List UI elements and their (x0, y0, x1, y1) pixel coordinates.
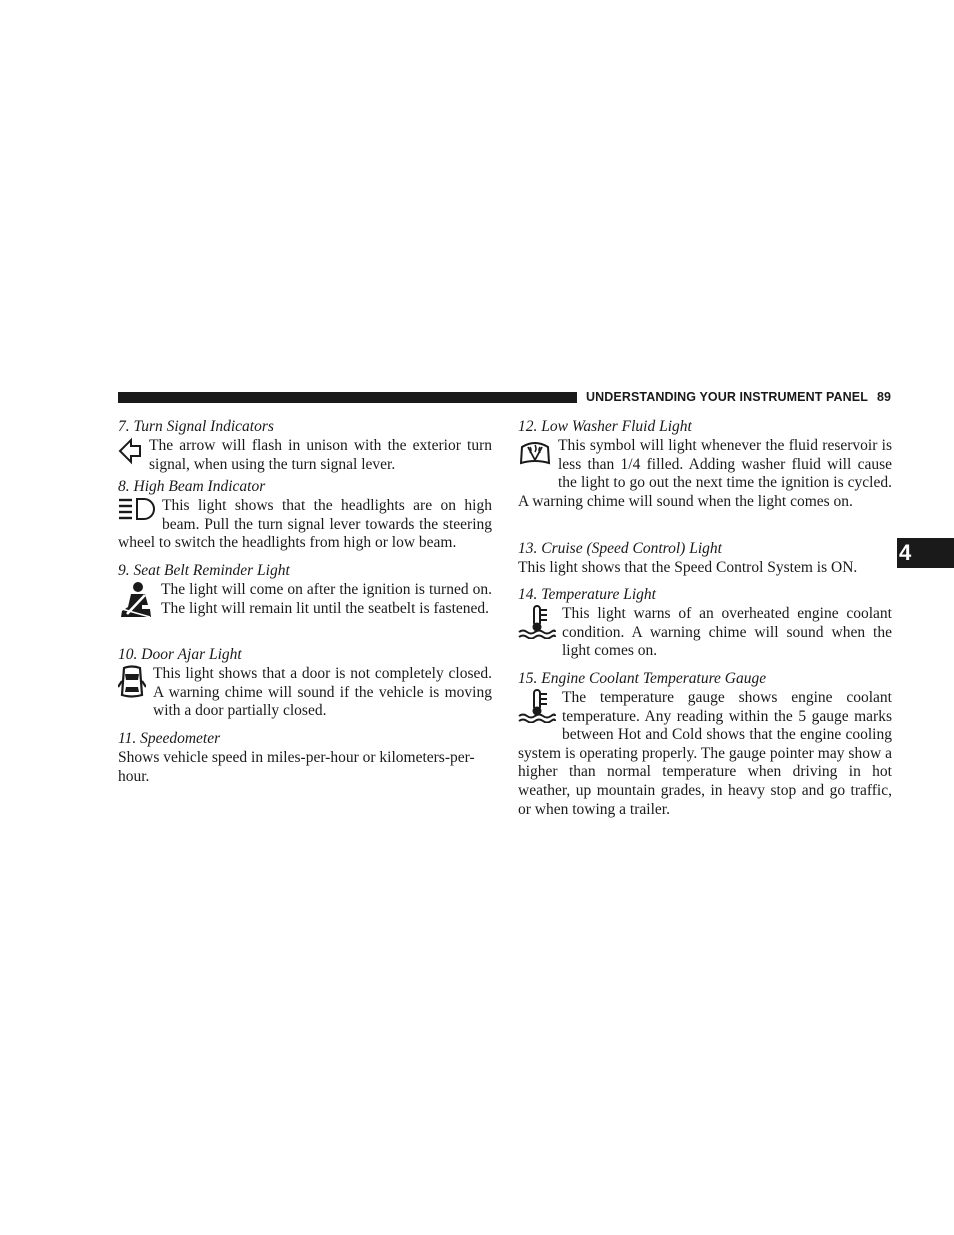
section-temperature-light (518, 585, 892, 669)
section-title: 11. Speedometer (118, 730, 221, 747)
section-cruise-control-light (518, 539, 892, 585)
chapter-tab: 4 (897, 538, 954, 568)
left-column (118, 417, 492, 786)
section-low-washer-fluid (518, 417, 892, 539)
right-column (518, 417, 892, 819)
section-body: This light warns of an overheated engine coolant condition. A warning chime will sound when the light comes on. (562, 605, 892, 660)
section-title: 14. Temperature Light (518, 586, 656, 603)
section-speedometer (118, 729, 492, 786)
header-rule (118, 392, 577, 403)
section-body: This light shows that the headlights are on high beam. Pull the turn signal lever towards the steering wheel to switch the headlights from high or low beam. (118, 497, 492, 552)
section-body: The temperature gauge shows engine coolant temperature. Any reading within the 5 gauge marks between Hot and Cold shows that the engine cooling system is operating properly. The gauge pointer may show a higher than normal temperature when driving in hot weather, up mountain grades, in heavy stop and go traffic, or when towing a trailer. (518, 689, 892, 818)
coolant-temperature-icon (518, 689, 562, 733)
section-title: 12. Low Washer Fluid Light (518, 418, 692, 435)
section-body: This light shows that a door is not completely closed. A warning chime will sound if the vehicle is moving with a door partially closed. (153, 665, 492, 720)
section-title: 9. Seat Belt Reminder Light (118, 562, 290, 579)
page-number: 89 (877, 390, 891, 404)
section-body: The arrow will flash in unison with the exterior turn signal, when using the turn signal lever. (149, 437, 492, 473)
section-turn-signal-indicators (118, 417, 492, 477)
seat-belt-icon (118, 581, 161, 625)
section-body: This light shows that the Speed Control System is ON. (518, 559, 858, 576)
section-title: 15. Engine Coolant Temperature Gauge (518, 670, 767, 687)
coolant-temperature-icon (518, 605, 562, 649)
section-title: 8. High Beam Indicator (118, 478, 266, 495)
high-beam-icon (118, 497, 162, 527)
door-ajar-icon (118, 665, 153, 709)
section-title: 13. Cruise (Speed Control) Light (518, 540, 722, 557)
section-body: Shows vehicle speed in miles-per-hour or kilometers-per-hour. (118, 749, 475, 785)
section-body: This symbol will light whenever the fluid reservoir is less than 1/4 filled. Adding washer fluid will cause the light to go out the next time the ignition is cycled. A warning chime will sound when the light comes on. (518, 437, 892, 510)
section-title: 7. Turn Signal Indicators (118, 418, 274, 435)
section-title: 10. Door Ajar Light (118, 646, 242, 663)
section-coolant-temperature-gauge (518, 669, 892, 819)
section-body: The light will come on after the ignition is turned on. The light will remain lit until the seatbelt is fastened. (161, 581, 492, 617)
section-door-ajar-light (118, 645, 492, 729)
washer-fluid-icon (518, 437, 558, 481)
section-high-beam-indicator (118, 477, 492, 561)
running-header: UNDERSTANDING YOUR INSTRUMENT PANEL (586, 390, 868, 404)
turn-arrow-icon (118, 437, 149, 471)
section-seat-belt-reminder (118, 561, 492, 645)
